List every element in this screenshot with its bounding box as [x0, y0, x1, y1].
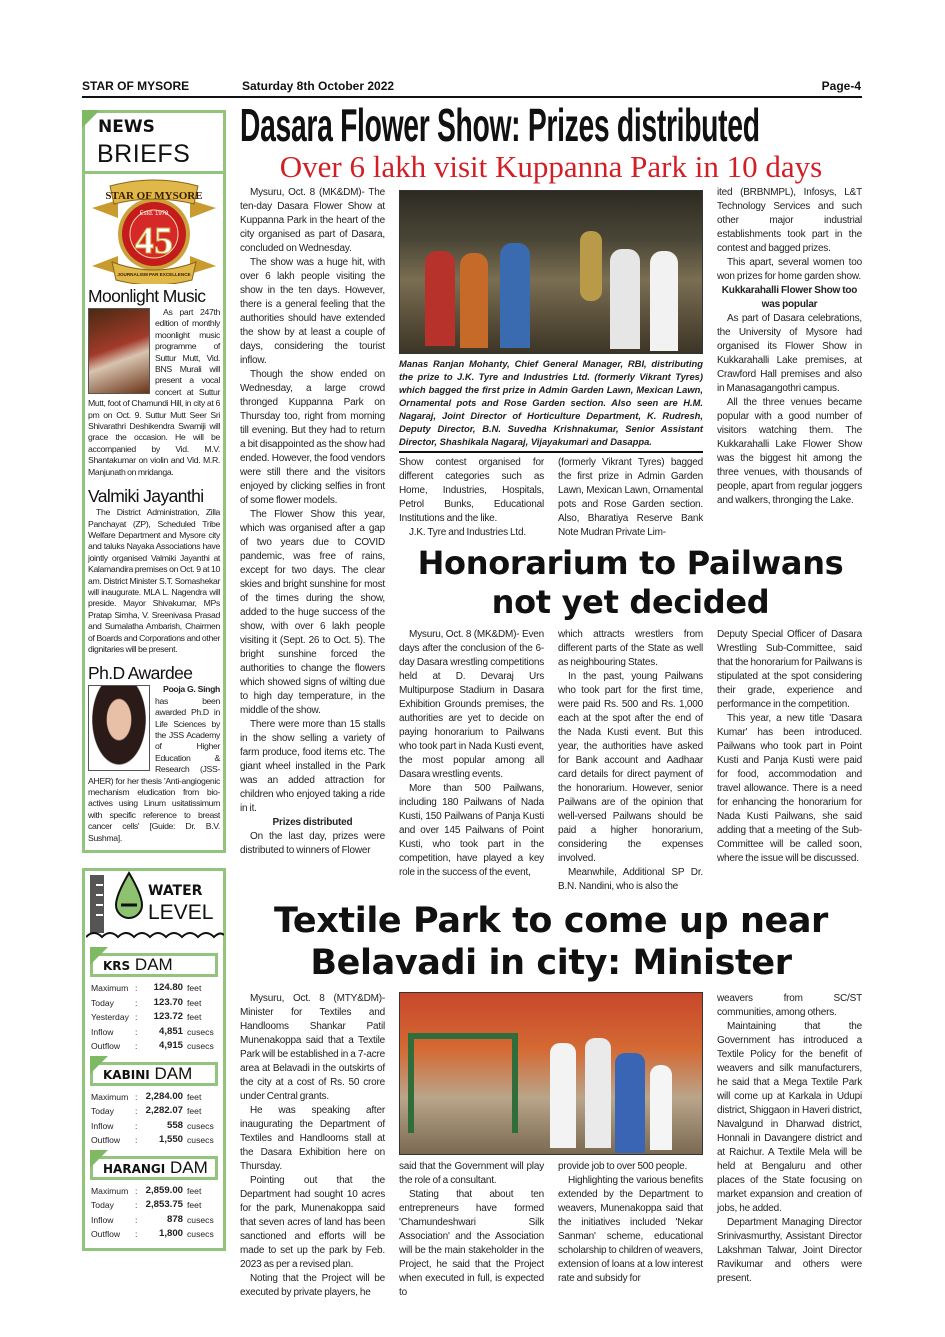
level-label: LEVEL	[148, 901, 214, 925]
paragraph: This apart, several women too won prizes for home garden show.	[717, 257, 862, 282]
row-value: 4,915	[158, 1040, 183, 1052]
brief-phd-awardee	[85, 663, 223, 850]
flower-column-2	[399, 456, 544, 540]
caption-rule	[399, 451, 703, 453]
dam-name: KRS	[103, 959, 131, 974]
row-label: Inflow	[91, 1214, 114, 1225]
pailwans-column-3	[717, 628, 862, 894]
row-label: Today	[91, 1106, 114, 1117]
logo-estd-text: Estd. 1978	[139, 211, 169, 217]
photo-caption: Manas Ranjan Mohanty, Chief General Manager, RBI, distributing the prize to J.K. Tyre and Industries Ltd. (formerly Vikrant Tyres) which bagged the first prize in Admin Garden Lawn, Mexican Lawn, Ornamental pots and Rose Garden section. Also seen are H.M. Nagaraj, Joint Director of Horticulture Department, K. Rudresh, Deputy Director, B.N. Suvedha Krishnakumar, Senior Assistant Director, Shashikala Nagaraj, Vijayakumari and Dasappa.	[399, 358, 703, 447]
colon: :	[135, 1026, 138, 1037]
row-value: 123.70	[153, 996, 183, 1008]
water-level-header	[85, 871, 223, 945]
colon: :	[135, 997, 138, 1008]
colon: :	[135, 983, 138, 994]
textile-stall-photo	[399, 992, 703, 1155]
paragraph: This year, a new title 'Dasara Kumar' has been introduced. Pailwans who took part in Point Kusti and Panja Kusti were paid for food, accommodation and travel allowance. There is a need for enhancing the honorarium for Nada Kusti Pailwans, she said adding that a meeting of the Sub-Committee will be called soon, where the issue will be discussed.	[717, 713, 862, 864]
dam-suffix: DAM	[169, 1157, 208, 1177]
awardee-photo	[88, 685, 150, 771]
dam-row	[91, 1198, 219, 1213]
row-unit: cusecs	[187, 1041, 214, 1052]
flower-column-3	[558, 456, 703, 540]
paragraph: Stating that about ten entrepreneurs have formed 'Chamundeshwari Silk Association' and the Association will be the main stakeholder in the Project, he said that the Project when executed in full, is expected to	[399, 1189, 544, 1298]
headline-line: Textile Park to come up near	[274, 901, 828, 941]
dam-row	[91, 1039, 219, 1054]
colon: :	[135, 1012, 138, 1023]
row-value: 558	[166, 1119, 183, 1131]
headline-line: Belavadi in city: Minister	[310, 943, 792, 983]
colon: :	[135, 1214, 138, 1225]
headline-flower-show	[240, 100, 862, 150]
brief-text: has been awarded Ph.D in Life Sciences by the JSS Academy of Higher Education & Research (JSS-AHER) for her thesis 'Anti-angiogenic mechanism eludication from bio-actives using Linum usitatissimum with specific reference to breast cancer cells' [Guide: Dr. B.V. Sushma].	[88, 695, 220, 843]
flower-column-4	[717, 186, 862, 540]
row-label: Maximum	[91, 1185, 129, 1196]
colon: :	[135, 1106, 138, 1117]
dam-suffix: DAM	[134, 955, 173, 975]
row-value: 123.72	[153, 1011, 183, 1023]
news-label: NEWS	[98, 117, 155, 137]
brief-moonlight-music	[85, 286, 223, 484]
paragraph: said that the Government will play the role of a consultant.	[399, 1161, 544, 1186]
brief-title: Ph.D Awardee	[88, 663, 193, 684]
dam-suffix: DAM	[154, 1063, 193, 1083]
paragraph: All the three venues became popular with a good number of visitors watching them. The Kukkarahalli Lake Flower Show was the biggest hit among the three venues, with thousands of people, apart from regular joggers and walkers, thronging the Lake.	[717, 397, 862, 506]
sidebar	[82, 110, 226, 1271]
dam-row	[91, 1010, 219, 1025]
row-label: Outflow	[91, 1135, 121, 1146]
row-unit: feet	[187, 1012, 202, 1023]
row-unit: feet	[187, 1200, 202, 1211]
paragraph: More than 500 Pailwans, including 180 Pailwans of Nada Kusti, 150 Pailwans of Panja Kusti and over 145 Pailwans of Point Kusti, who took part in the competition, have played a key role in the success of the event,	[399, 783, 544, 878]
musician-photo	[88, 308, 150, 394]
paragraph: Noting that the Project will be executed by private players, he	[240, 1273, 385, 1298]
awardee-name: Pooja G. Singh	[163, 684, 220, 695]
headline-line: not yet decided	[491, 583, 770, 621]
row-value: 2,284.00	[145, 1090, 183, 1102]
briefs-label: BRIEFS	[97, 140, 191, 168]
water-label: WATER	[148, 883, 203, 900]
page-number: Page-4	[821, 79, 861, 93]
logo-motto-text: JOURNALISM PAR EXCELLENCE	[117, 272, 191, 277]
colon: :	[135, 1200, 138, 1211]
main-content	[240, 100, 862, 1320]
paper-name: STAR OF MYSORE	[82, 79, 190, 93]
headline-textile-park	[240, 900, 862, 984]
dam-tables	[85, 953, 223, 1242]
brief-valmiki-jayanthi	[85, 486, 223, 661]
paragraph: Mysuru, Oct. 8 (MK&DM)- The ten-day Dasara Flower Show at Kuppanna Park in the heart of the city organised as part of Dasara, concluded on Wednesday.	[240, 187, 385, 254]
textile-column-1	[240, 992, 385, 1300]
dam-row	[91, 1025, 219, 1040]
headline-line: Honorarium to Pailwans	[417, 544, 844, 582]
colon: :	[135, 1185, 138, 1196]
row-value: 1,800	[158, 1228, 183, 1240]
paragraph: The show was a huge hit, with over 6 lakh people visiting the show in the ten days. However, there is a general feeling that the authorities should have extended the show by at least a couple of days, considering the tourist inflow.	[240, 257, 385, 366]
article-flower-show	[240, 100, 862, 894]
dam-header	[90, 953, 218, 977]
row-unit: feet	[187, 1106, 202, 1117]
article-textile-park	[240, 900, 862, 1300]
dam-row	[91, 1104, 219, 1119]
paragraph: ited (BRBNMPL), Infosys, L&T Technology Services and such other major industrial establishments took part in the contest and bagged prizes.	[717, 187, 862, 254]
subheadline-flower-show: Over 6 lakh visit Kuppanna Park in 10 days	[279, 149, 823, 184]
dam-row	[91, 996, 219, 1011]
row-unit: feet	[187, 983, 202, 994]
logo-number: 45	[135, 220, 173, 262]
paragraph: The Flower Show this year, which was organised after a gap of two years due to COVID pandemic, was free of rains, except for two days. The clear skies and bright sunshine for most of the times during the show, added to the huge success of the show, with over 6 lakh people visiting it (Sept. 26 to Oct. 5). The bright sunshine forced the authorities to change the flowers which showed signs of wilting due to high day temperature, in the middle of the show.	[240, 509, 385, 716]
row-unit: feet	[187, 997, 202, 1008]
paragraph: Mysuru, Oct. 8 (MK&DM)- Even days after the conclusion of the 6-day Dasara wrestling competitions held at D. Devaraj Urs Multipurpose Stadium in Dasara Exhibition Grounds premises, the authorities are yet to decide on paying honorarium to Pailwans who took part in Nada Kusti event, the most popular among all Dasara wrestling events.	[399, 629, 544, 780]
dam-row	[91, 1119, 219, 1134]
row-value: 124.80	[153, 982, 183, 994]
paragraph: Pointing out that the Department had sought 10 acres for the park, Munenakoppa said that seven acres of land has been sanctioned and efforts will be made to set up the park by Feb. 2023 as per a revised plan.	[240, 1175, 385, 1270]
news-briefs-header	[85, 113, 223, 171]
headline-pailwans	[399, 544, 862, 622]
paragraph: In the past, young Pailwans who took part for the first time, were paid Rs. 500 and Rs. 1,000 each at the spot after the end of the Nada Kusti event. But this year, the authorities have asked for Bank account and Aadhaar card details for direct payment of the honorarium. However, senior Pailwans are of the opinion that well-versed Pailwans should be paid a higher honorarium, considering the expenses involved.	[558, 671, 703, 864]
row-unit: feet	[187, 1185, 202, 1196]
flower-column-1	[240, 186, 385, 894]
row-label: Outflow	[91, 1041, 121, 1052]
pailwans-column-2	[558, 628, 703, 894]
paragraph: He was speaking after inaugurating the Department of Textiles and Handlooms stall at the Dasara Exhibition here on Thursday.	[240, 1105, 385, 1172]
row-label: Yesterday	[91, 1012, 129, 1023]
paragraph: Meanwhile, Additional SP Dr. B.N. Nandini, who is also the	[558, 867, 703, 892]
headline-text: Dasara Flower Show: Prizes distributed	[240, 99, 760, 151]
row-label: Maximum	[91, 1091, 129, 1102]
row-value: 878	[166, 1213, 183, 1225]
textile-column-4	[717, 992, 862, 1300]
article-pailwans	[399, 544, 862, 894]
row-label: Today	[91, 997, 114, 1008]
dam-name: HARANGI	[103, 1161, 166, 1176]
paragraph: Show contest organised for different categories such as Home, Industries, Hospitals, Petrol Bunks, Educational Institutions and the like.	[399, 457, 544, 524]
dam-row	[91, 1227, 219, 1242]
row-unit: cusecs	[187, 1229, 214, 1240]
row-label: Inflow	[91, 1026, 114, 1037]
dam-row	[91, 981, 219, 996]
paragraph: Though the show ended on Wednesday, a large crowd thronged Kuppanna Park on Thursday too, right from morning till evening. But they had to return a bit disappointed as the show had ended. However, the food vendors were still there and the visitors enjoyed by clicking selfies in front of some flower models.	[240, 369, 385, 506]
dam-row	[91, 1133, 219, 1148]
brief-title: Valmiki Jayanthi	[88, 486, 204, 507]
subheading: Prizes distributed	[272, 817, 353, 828]
row-label: Today	[91, 1200, 114, 1211]
corner-flag-icon	[90, 947, 108, 965]
textile-column-3	[558, 1160, 703, 1300]
paragraph: Maintaining that the Government has introduced a Textile Policy for the benefit of weavers and silk manufacturers, he said that a Mega Textile Park will come up at Karkala in Udupi district, Shiggaon in Haveri district, Navalgund in Dharwad district, Honnali in Davangere district and at Raichur. A Textile Mela will be held at Bengaluru and other places of the State focusing on market expansion and creation of jobs, he added.	[717, 1021, 862, 1214]
paragraph: There were more than 15 stalls in the show selling a variety of farm produce, food items etc. The giant wheel installed in the Park was an added attraction for children who enjoyed taking a ride in it.	[240, 719, 385, 814]
masthead-rule	[82, 96, 862, 98]
row-label: Maximum	[91, 983, 129, 994]
dam-name: KABINI	[103, 1067, 150, 1082]
paragraph: Department Managing Director Srinivasmurthy, Assistant Director Lakshman Talwar, Joint Director Ravikumar and others were present.	[717, 1217, 862, 1284]
row-unit: cusecs	[187, 1135, 214, 1146]
row-unit: cusecs	[187, 1214, 214, 1225]
row-label: Outflow	[91, 1229, 121, 1240]
textile-column-2	[399, 1160, 544, 1300]
colon: :	[135, 1120, 138, 1131]
paragraph: Highlighting the various benefits extended by the Department to weavers, Munenakoppa said that the initiatives included 'Nekar Sanman' scheme, educational scholarship to children of weavers, extension of loans at a low interest rate and subsidy for	[558, 1175, 703, 1284]
paragraph: Mysuru, Oct. 8 (MTY&DM)- Minister for Textiles and Handlooms Shankar Patil Munenakoppa said that a Textile Park will be established in a 7-acre area at Belavadi in the outskirts of the city at a cost of Rs. 50 crore under Central grants.	[240, 993, 385, 1102]
issue-date: Saturday 8th October 2022	[242, 79, 395, 93]
row-value: 1,550	[158, 1134, 183, 1146]
paragraph: On the last day, prizes were distributed to winners of Flower	[240, 831, 385, 856]
corner-flag-icon	[90, 1150, 108, 1168]
anniversary-logo	[88, 178, 220, 284]
row-unit: feet	[187, 1091, 202, 1102]
row-unit: cusecs	[187, 1120, 214, 1131]
colon: :	[135, 1229, 138, 1240]
colon: :	[135, 1041, 138, 1052]
paragraph: which attracts wrestlers from different parts of the State as well as neighbouring States.	[558, 629, 703, 668]
paragraph: J.K. Tyre and Industries Ltd.	[409, 527, 526, 538]
brief-title: Moonlight Music	[88, 286, 206, 306]
paragraph: (formerly Vikrant Tyres) bagged the first prize in Admin Garden Lawn, Mexican Lawn, Ornamental pots and Rose Garden section. Also, Bharatiya Reserve Bank Note Mudran Private Lim-	[558, 457, 703, 538]
row-value: 4,851	[158, 1025, 183, 1037]
paragraph: As part of Dasara celebrations, the University of Mysore had organised its Flower Show in Kukkarahalli Lake premises, at Crawford Hall premises and also in Manasagangothri campus.	[717, 313, 862, 394]
dam-row	[91, 1213, 219, 1228]
row-unit: cusecs	[187, 1026, 214, 1037]
row-label: Inflow	[91, 1120, 114, 1131]
pailwans-column-1	[399, 628, 544, 894]
divider	[85, 171, 223, 174]
brief-text: As part 247th edition of monthly moonlight music programme of Suttur Mutt, Vid. BNS Murali will present a vocal concert at Suttur Mutt, foot of Chamundi Hill, in city at 6 pm on Oct. 9. Suttur Mutt Seer Sri Shivarathri Deshikendra Swamiji will grace the occasion. He will be accompanied by Vid. M.V. Shantakumar on violin and Vid. M.R. Manjunath on mridanga.	[88, 307, 220, 477]
colon: :	[135, 1135, 138, 1146]
brief-text: The District Administration, Zilla Panchayat (ZP), Scheduled Tribe Welfare Department and Mysore city and taluks Nayaka Associations have jointly organised Valmiki Jayanthi at Kalamandira premises on Oct. 9 at 10 am. District Minister S.T. Somashekar will inaugurate. MLA L. Nagendra will preside. Mayor Shivakumar, MPs Pratap Simha, V. Sreenivasa Prasad and Sumalatha Ambarish, Chairmen of Boards and Corporations and other dignitaries will be present.	[88, 507, 220, 654]
paragraph: provide job to over 500 people.	[558, 1161, 688, 1172]
logo-banner-text: STAR OF MYSORE	[105, 190, 203, 202]
dam-header	[90, 1156, 218, 1180]
prize-distribution-photo	[399, 190, 703, 354]
colon: :	[135, 1091, 138, 1102]
dam-row	[91, 1090, 219, 1105]
row-value: 2,853.75	[145, 1199, 183, 1211]
paragraph: Deputy Special Officer of Dasara Wrestling Sub-Committee, said that the honorarium for Pailwans is stipulated at the spot considering their grade, experience and performance in the competition.	[717, 629, 862, 710]
subheading: Kukkarahalli Flower Show too was popular	[721, 285, 858, 310]
row-value: 2,859.00	[145, 1184, 183, 1196]
water-level-box	[82, 868, 226, 1251]
paragraph: weavers from SC/ST communities, among others.	[717, 993, 862, 1018]
dam-row	[91, 1184, 219, 1199]
news-briefs-box	[82, 110, 226, 853]
dam-header	[90, 1062, 218, 1086]
corner-flag-icon	[90, 1056, 108, 1074]
row-value: 2,282.07	[145, 1105, 183, 1117]
